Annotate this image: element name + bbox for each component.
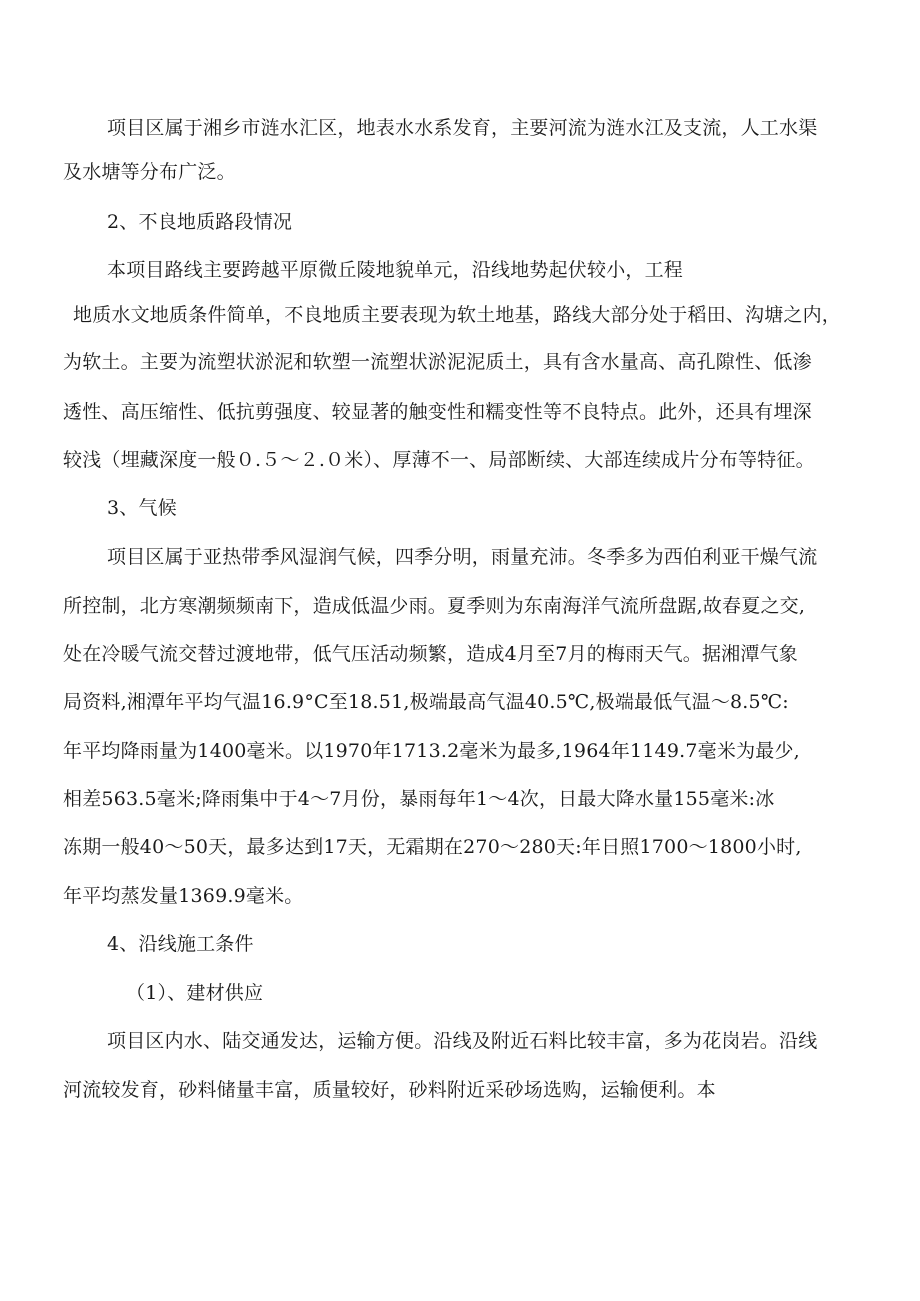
heading-climate: 3、气候 [107,497,177,519]
para-geology-line-2: 地质水文地质条件简单，不良地质主要表现为软土地基，路线大部分处于稻田、沟塘之内， [73,304,842,326]
para-geology-line-4: 透性、高压缩性、低抗剪强度、较显著的触变性和糯变性等不良特点。此外，还具有埋深 [63,401,812,423]
para-climate-line-6: 相差563.5毫米;降雨集中于4～7月份，暴雨每年1～4次，日最大降水量155毫米:冰 [63,788,775,810]
para-climate-line-7: 冻期一般40～50天，最多达到17天，无霜期在270～280天:年日照1700～1800小时, [63,836,802,858]
heading-geology: 2、不良地质路段情况 [107,211,293,233]
para-geology-line-1: 本项目路线主要跨越平原微丘陵地貌单元，沿线地势起伏较小，工程 [107,259,684,281]
para-climate-line-2: 所控制，北方寒潮频频南下，造成低温少雨。夏季则为东南海洋气流所盘踞,故春夏之交, [63,595,806,617]
para-geology-line-3: 为软土。主要为流塑状淤泥和软塑一流塑状淤泥泥质土，具有含水量高、高孔隙性、低渗 [63,351,812,373]
heading-construction: 4、沿线施工条件 [107,933,254,955]
subheading-materials: （1）、建材供应 [126,982,264,1004]
para-water-line-2: 及水塘等分布广泛。 [63,161,236,183]
para-climate-line-5: 年平均降雨量为1400毫米。以1970年1713.2毫米为最多,1964年1149.7毫米为最少, [63,740,800,762]
para-climate-line-3: 处在冷暖气流交替过渡地带，低气压活动频繁，造成4月至7月的梅雨天气。据湘潭气象 [63,643,798,665]
para-climate-line-1: 项目区属于亚热带季风湿润气候，四季分明，雨量充沛。冬季多为西伯利亚干燥气流 [107,546,818,568]
para-geology-line-5: 较浅（埋藏深度一般０.５～２.０米）、厚薄不一、局部断续、大部连续成片分布等特征。 [63,449,815,471]
para-climate-line-4: 局资料,湘潭年平均气温16.9°C至18.51,极端最高气温40.5℃,极端最低气温～8.5℃: [63,691,789,713]
para-materials-line-2: 河流较发育，砂料储量丰富，质量较好，砂料附近采砂场选购，运输便利。本 [63,1079,716,1101]
para-materials-line-1: 项目区内水、陆交通发达，运输方便。沿线及附近石料比较丰富，多为花岗岩。沿线 [107,1030,818,1052]
para-water-line-1: 项目区属于湘乡市涟水汇区，地表水水系发育，主要河流为涟水江及支流，人工水渠 [107,117,818,139]
para-climate-line-8: 年平均蒸发量1369.9毫米。 [63,885,304,907]
